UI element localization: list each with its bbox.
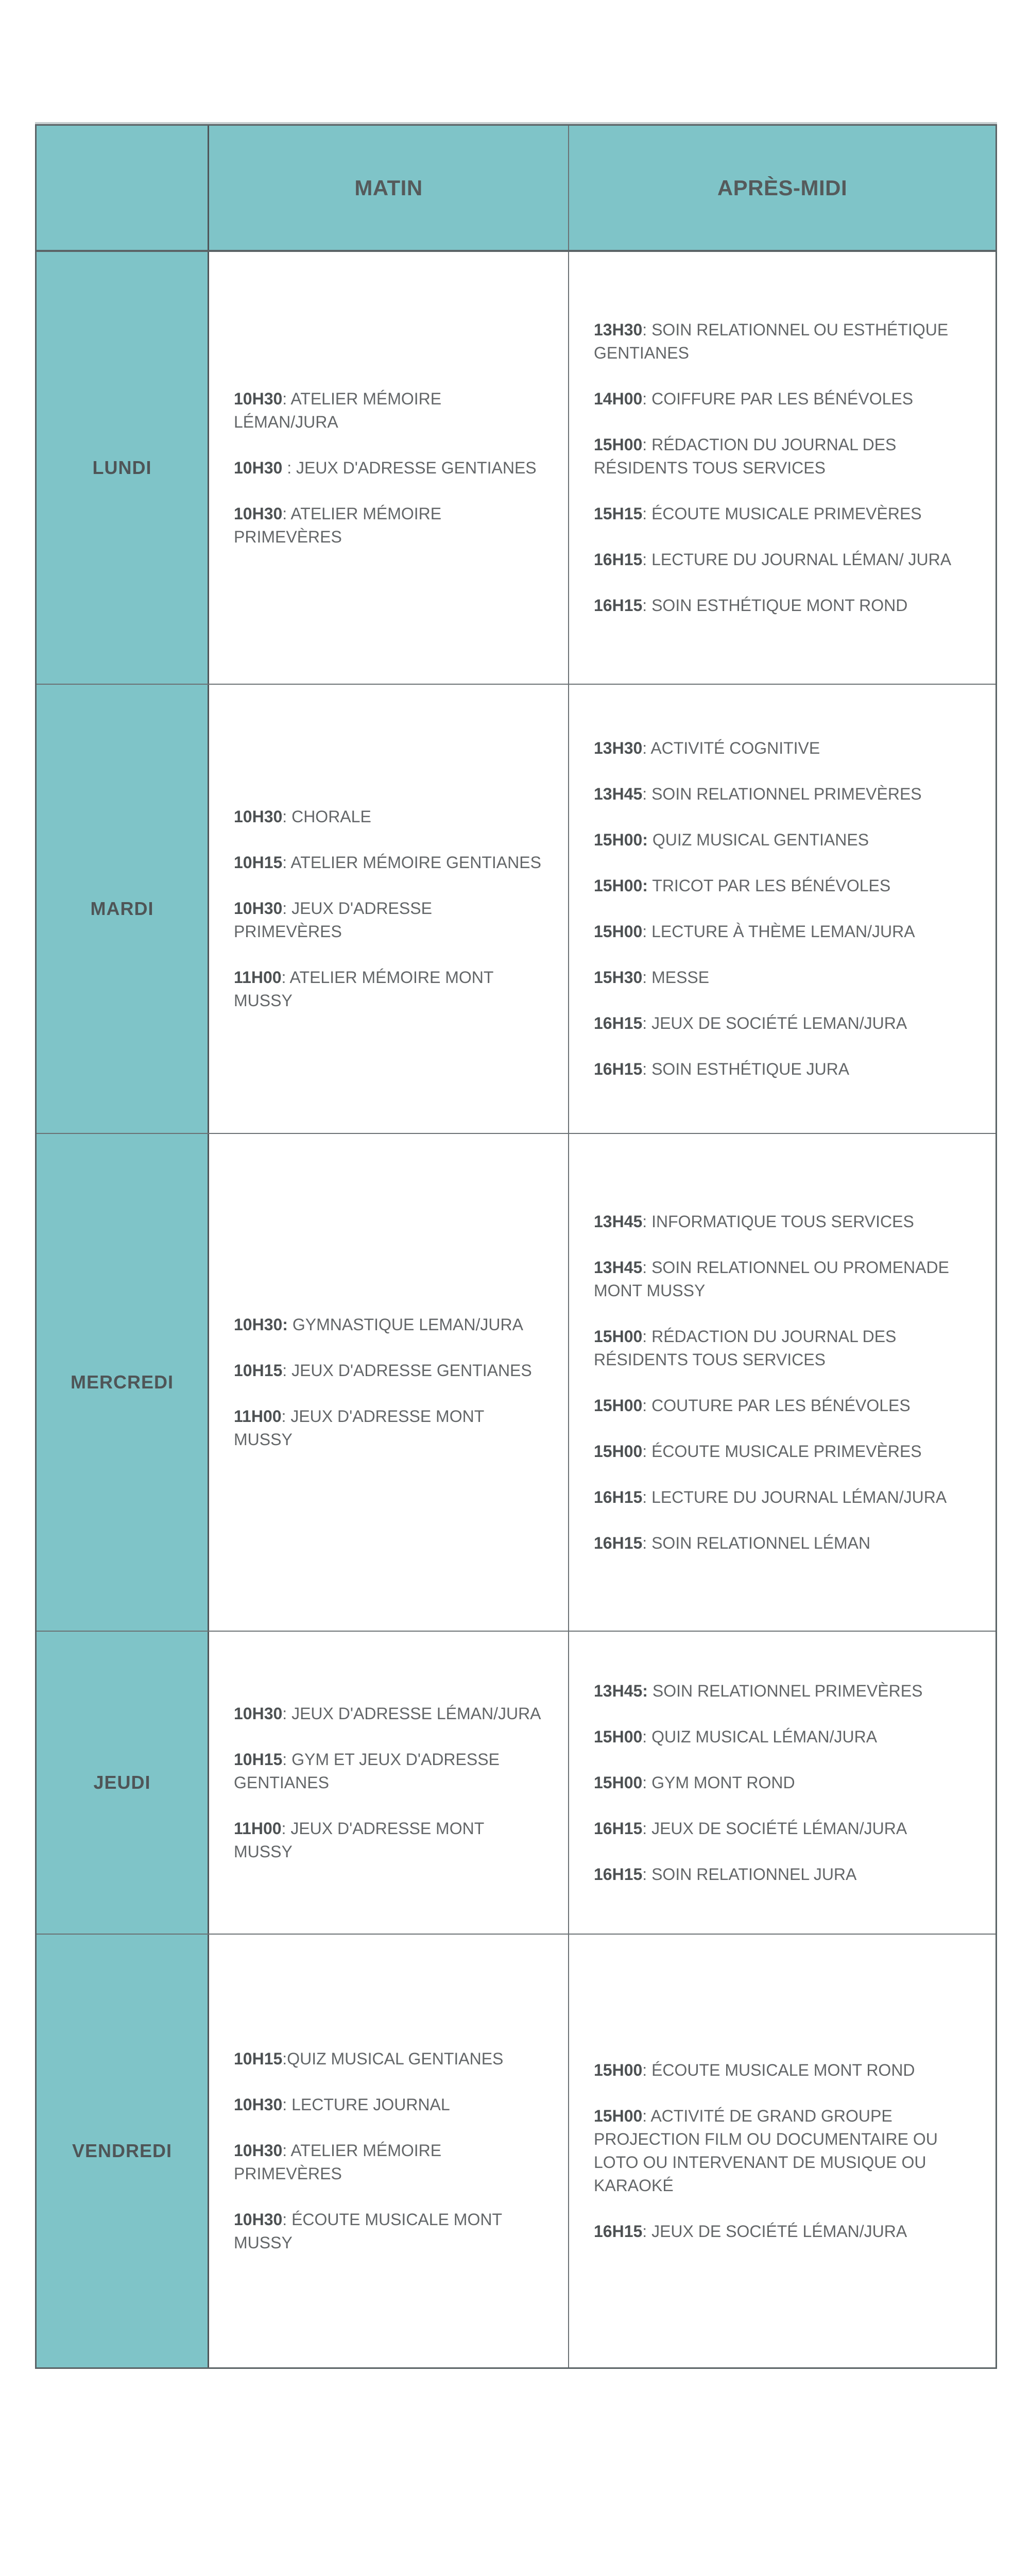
activity-time: 14H00 xyxy=(594,389,643,408)
activity-time: 16H15 xyxy=(594,1014,643,1032)
activity-separator: : xyxy=(642,2222,652,2241)
activity-time: 11H00 xyxy=(234,968,282,987)
activity-time: 10H15 xyxy=(234,1750,283,1769)
activity-separator: : xyxy=(642,550,652,569)
activity-name: JEUX D'ADRESSE MONT MUSSY xyxy=(234,1407,484,1449)
activity-time: 16H15 xyxy=(594,1533,643,1552)
activity-separator: : xyxy=(281,968,290,987)
activity-entry xyxy=(594,1394,971,1417)
activity-entry xyxy=(594,920,971,943)
activity-entry xyxy=(234,2093,543,2116)
day-row-lundi xyxy=(37,252,995,685)
activity-entry xyxy=(594,387,971,411)
activity-name: SOIN RELATIONNEL JURA xyxy=(651,1865,857,1884)
activity-entry xyxy=(594,2220,971,2243)
activity-entry xyxy=(594,1210,971,1233)
activity-name: JEUX D'ADRESSE GENTIANES xyxy=(296,458,537,477)
activity-separator: : xyxy=(642,1487,652,1506)
activity-name: COUTURE PAR LES BÉNÉVOLES xyxy=(651,1396,911,1415)
activity-time: 15H00 xyxy=(594,2107,643,2125)
activity-name: JEUX DE SOCIÉTÉ LEMAN/JURA xyxy=(651,1014,907,1032)
activity-name: JEUX D'ADRESSE GENTIANES xyxy=(291,1361,532,1380)
activity-name: JEUX D'ADRESSE PRIMEVÈRES xyxy=(234,899,432,941)
activity-separator: : xyxy=(642,1212,652,1231)
activity-time: 15H00 xyxy=(594,922,643,941)
activity-separator: : xyxy=(282,2049,287,2068)
activity-separator: : xyxy=(642,1533,652,1552)
activity-separator: : xyxy=(642,2061,652,2079)
activity-entry xyxy=(594,2105,971,2197)
day-cell xyxy=(37,1935,209,2367)
weekly-activity-schedule xyxy=(35,124,997,2369)
activity-separator: : xyxy=(642,2107,651,2125)
activity-name: JEUX DE SOCIÉTÉ LÉMAN/JURA xyxy=(651,1819,907,1838)
activity-entry xyxy=(234,387,543,434)
day-label: MARDI xyxy=(90,898,154,919)
activity-name: ATELIER MÉMOIRE MONT MUSSY xyxy=(234,968,493,1010)
activity-entry xyxy=(234,502,543,549)
afternoon-activities-cell xyxy=(569,1134,995,1631)
activity-entry xyxy=(594,1863,971,1886)
activity-separator: : xyxy=(282,2095,292,2114)
activity-separator: : xyxy=(282,389,291,408)
activity-separator: : xyxy=(642,1865,652,1884)
activity-time: 15H00 xyxy=(594,2061,643,2079)
activity-entry xyxy=(594,2059,971,2082)
activity-separator xyxy=(648,1682,653,1700)
activity-entry xyxy=(594,1256,971,1302)
day-cell xyxy=(37,1134,209,1631)
activity-time: 10H15 xyxy=(234,853,283,872)
activity-separator: : xyxy=(642,739,651,757)
activity-name: GYM ET JEUX D'ADRESSE GENTIANES xyxy=(234,1750,500,1792)
activity-name: SOIN RELATIONNEL OU ESTHÉTIQUE GENTIANES xyxy=(594,320,949,362)
day-label: LUNDI xyxy=(92,457,152,478)
activity-name: SOIN RELATIONNEL PRIMEVÈRES xyxy=(652,1681,923,1700)
activity-separator: : xyxy=(282,2141,291,2160)
activity-name: JEUX D'ADRESSE MONT MUSSY xyxy=(234,1819,484,1861)
activity-name: QUIZ MUSICAL GENTIANES xyxy=(287,2049,504,2068)
day-row-jeudi xyxy=(37,1632,995,1935)
activity-name: RÉDACTION DU JOURNAL DES RÉSIDENTS TOUS SERVICES xyxy=(594,1327,897,1369)
activity-time: 10H15 xyxy=(234,1361,283,1380)
activity-time: 15H00 xyxy=(594,1773,643,1792)
morning-activities-cell xyxy=(209,1134,569,1631)
activity-time: 16H15 xyxy=(594,2222,643,2241)
activity-separator: : xyxy=(642,968,652,987)
activity-entry xyxy=(234,966,543,1012)
activity-name: SOIN RELATIONNEL PRIMEVÈRES xyxy=(651,785,922,803)
activity-time: 16H15 xyxy=(594,1819,643,1838)
activity-time: 13H45 xyxy=(594,1212,643,1231)
header-row xyxy=(37,126,995,252)
morning-activities-cell xyxy=(209,1935,569,2367)
morning-heading: MATIN xyxy=(354,175,423,200)
activity-separator: : xyxy=(642,1773,652,1792)
activity-time: 10H30 xyxy=(234,1704,283,1723)
day-label: JEUDI xyxy=(93,1772,151,1793)
activity-time: 16H15 xyxy=(594,1487,643,1506)
activity-separator: : xyxy=(282,2210,292,2229)
activity-separator: : xyxy=(642,504,652,523)
activity-name: ACTIVITÉ COGNITIVE xyxy=(650,739,820,757)
activity-name: GYMNASTIQUE LEMAN/JURA xyxy=(292,1315,523,1334)
activity-entry xyxy=(234,1748,543,1794)
activity-separator: : xyxy=(642,922,652,941)
activity-separator: : xyxy=(642,596,652,615)
activity-entry xyxy=(594,1680,971,1703)
activity-time: 15H15 xyxy=(594,504,643,523)
activity-entry xyxy=(234,2139,543,2185)
activity-time: 10H30 xyxy=(234,2141,283,2160)
activity-time: 10H30 xyxy=(234,899,283,918)
activity-name: ATELIER MÉMOIRE PRIMEVÈRES xyxy=(234,504,442,546)
activity-separator xyxy=(288,1315,293,1334)
activity-entry xyxy=(594,318,971,365)
activity-time: 15H30 xyxy=(594,968,643,987)
activity-separator: : xyxy=(282,504,291,523)
activity-separator: : xyxy=(281,1407,291,1426)
activity-entry xyxy=(594,828,971,852)
activity-name: JEUX D'ADRESSE LÉMAN/JURA xyxy=(291,1704,541,1723)
activity-separator: : xyxy=(282,1704,292,1723)
activity-entry xyxy=(594,1440,971,1463)
day-cell xyxy=(37,1632,209,1934)
activity-separator: : xyxy=(642,1014,652,1032)
activity-name: LECTURE À THÈME LEMAN/JURA xyxy=(651,922,915,941)
activity-name: GYM MONT ROND xyxy=(651,1773,795,1792)
activity-entry xyxy=(594,1486,971,1509)
activity-entry xyxy=(234,805,543,828)
day-label: VENDREDI xyxy=(72,2140,173,2161)
activity-entry xyxy=(594,966,971,989)
activity-name: ÉCOUTE MUSICALE MONT MUSSY xyxy=(234,2210,502,2252)
activity-name: COIFFURE PAR LES BÉNÉVOLES xyxy=(651,389,914,408)
activity-entry xyxy=(594,1012,971,1035)
activity-time: 15H00 xyxy=(594,1327,643,1346)
activity-name: ÉCOUTE MUSICALE MONT ROND xyxy=(651,2061,915,2079)
activity-name: ÉCOUTE MUSICALE PRIMEVÈRES xyxy=(651,504,922,523)
activity-time: 16H15 xyxy=(594,550,643,569)
activity-name: CHORALE xyxy=(291,807,371,826)
activity-time: 11H00 xyxy=(234,1819,282,1838)
activity-name: TRICOT PAR LES BÉNÉVOLES xyxy=(652,876,891,895)
activity-name: SOIN RELATIONNEL OU PROMENADE MONT MUSSY xyxy=(594,1258,949,1300)
activity-separator: : xyxy=(642,1396,652,1415)
activity-name: MESSE xyxy=(651,968,710,987)
morning-activities-cell xyxy=(209,685,569,1133)
day-row-vendredi xyxy=(37,1935,995,2367)
activity-separator: : xyxy=(281,1819,291,1838)
activity-name: ATELIER MÉMOIRE PRIMEVÈRES xyxy=(234,2141,442,2183)
afternoon-activities-cell xyxy=(569,685,995,1133)
day-cell xyxy=(37,252,209,684)
activity-separator: : xyxy=(282,807,292,826)
activity-name: RÉDACTION DU JOURNAL DES RÉSIDENTS TOUS SERVICES xyxy=(594,435,897,477)
activity-time: 10H30 xyxy=(234,504,283,523)
activity-time: 13H45 xyxy=(594,1258,643,1277)
activity-time: 15H00 xyxy=(594,1442,643,1461)
activity-name: ATELIER MÉMOIRE LÉMAN/JURA xyxy=(234,389,442,431)
activity-time: 10H30: xyxy=(234,1315,288,1334)
activity-time: 11H00 xyxy=(234,1407,282,1426)
activity-entry xyxy=(234,456,543,480)
activity-entry xyxy=(234,1405,543,1451)
activity-time: 16H15 xyxy=(594,1060,643,1078)
activity-separator: : xyxy=(282,1750,292,1769)
activity-separator: : xyxy=(282,899,292,918)
activity-time: 10H15 xyxy=(234,2049,283,2068)
activity-entry xyxy=(234,2208,543,2255)
activity-time: 15H00: xyxy=(594,831,648,849)
activity-entry xyxy=(594,1725,971,1749)
morning-activities-cell xyxy=(209,252,569,684)
activity-time: 10H30 xyxy=(234,389,283,408)
activity-separator: : xyxy=(282,853,291,872)
activity-entry xyxy=(594,874,971,897)
activity-entry xyxy=(594,1817,971,1840)
activity-entry xyxy=(594,502,971,526)
activity-entry xyxy=(594,1325,971,1371)
activity-name: ATELIER MÉMOIRE GENTIANES xyxy=(290,853,541,872)
activity-name: INFORMATIQUE TOUS SERVICES xyxy=(651,1212,914,1231)
header-afternoon-cell xyxy=(569,126,995,250)
activity-entry xyxy=(234,2047,543,2071)
activity-entry xyxy=(234,1702,543,1725)
activity-time: 15H00 xyxy=(594,435,643,454)
afternoon-activities-cell xyxy=(569,1632,995,1934)
activity-separator: : xyxy=(642,1060,652,1078)
activity-separator: : xyxy=(282,458,296,477)
header-corner-cell xyxy=(37,126,209,250)
activity-entry xyxy=(234,897,543,943)
day-cell xyxy=(37,685,209,1133)
activity-separator: : xyxy=(642,1442,652,1461)
activity-entry xyxy=(594,1532,971,1555)
activity-entry xyxy=(594,737,971,760)
activity-name: JEUX DE SOCIÉTÉ LÉMAN/JURA xyxy=(651,2222,907,2241)
activity-separator xyxy=(648,831,653,849)
activity-time: 13H45: xyxy=(594,1681,648,1700)
activity-entry xyxy=(234,1359,543,1382)
activity-separator: : xyxy=(642,1327,652,1346)
activity-time: 13H45 xyxy=(594,785,643,803)
activity-separator: : xyxy=(642,1727,652,1746)
activity-name: SOIN RELATIONNEL LÉMAN xyxy=(651,1533,871,1552)
day-label: MERCREDI xyxy=(70,1371,174,1393)
activity-time: 10H30 xyxy=(234,458,283,477)
activity-separator: : xyxy=(642,320,652,339)
activity-name: QUIZ MUSICAL GENTIANES xyxy=(652,831,869,849)
activity-separator: : xyxy=(642,435,652,454)
activity-time: 13H30 xyxy=(594,320,643,339)
activity-name: SOIN ESTHÉTIQUE MONT ROND xyxy=(651,596,908,615)
morning-activities-cell xyxy=(209,1632,569,1934)
activity-time: 13H30 xyxy=(594,739,643,757)
activity-entry xyxy=(594,1058,971,1081)
activity-separator: : xyxy=(642,389,652,408)
activity-name: QUIZ MUSICAL LÉMAN/JURA xyxy=(651,1727,878,1746)
activity-time: 15H00 xyxy=(594,1396,643,1415)
afternoon-activities-cell xyxy=(569,1935,995,2367)
afternoon-activities-cell xyxy=(569,252,995,684)
activity-entry xyxy=(594,594,971,617)
activity-name: LECTURE DU JOURNAL LÉMAN/JURA xyxy=(651,1487,947,1506)
activity-separator: : xyxy=(642,1258,652,1277)
activity-name: SOIN ESTHÉTIQUE JURA xyxy=(651,1060,850,1078)
activity-time: 15H00: xyxy=(594,876,648,895)
afternoon-heading: APRÈS-MIDI xyxy=(717,175,848,200)
activity-separator: : xyxy=(282,1361,292,1380)
activity-separator: : xyxy=(642,1819,652,1838)
activity-separator: : xyxy=(642,785,652,803)
activity-entry xyxy=(234,1817,543,1863)
activity-time: 16H15 xyxy=(594,1865,643,1884)
activity-time: 15H00 xyxy=(594,1727,643,1746)
day-row-mardi xyxy=(37,685,995,1134)
activity-entry xyxy=(234,1313,543,1336)
activity-name: ÉCOUTE MUSICALE PRIMEVÈRES xyxy=(651,1442,922,1461)
activity-time: 10H30 xyxy=(234,2210,283,2229)
header-morning-cell xyxy=(209,126,569,250)
activity-time: 10H30 xyxy=(234,2095,283,2114)
activity-time: 10H30 xyxy=(234,807,283,826)
activity-name: LECTURE DU JOURNAL LÉMAN/ JURA xyxy=(651,550,952,569)
activity-name: LECTURE JOURNAL xyxy=(291,2095,450,2114)
day-row-mercredi xyxy=(37,1134,995,1632)
activity-entry xyxy=(594,548,971,571)
activity-entry xyxy=(234,851,543,874)
activity-name: ACTIVITÉ DE GRAND GROUPE PROJECTION FILM OU DOCUMENTAIRE OU LOTO OU INTERVENANT DE MUSIQUE OU KARAOKÉ xyxy=(594,2107,938,2195)
activity-entry xyxy=(594,783,971,806)
activity-entry xyxy=(594,1771,971,1794)
activity-entry xyxy=(594,433,971,480)
activity-time: 16H15 xyxy=(594,596,643,615)
